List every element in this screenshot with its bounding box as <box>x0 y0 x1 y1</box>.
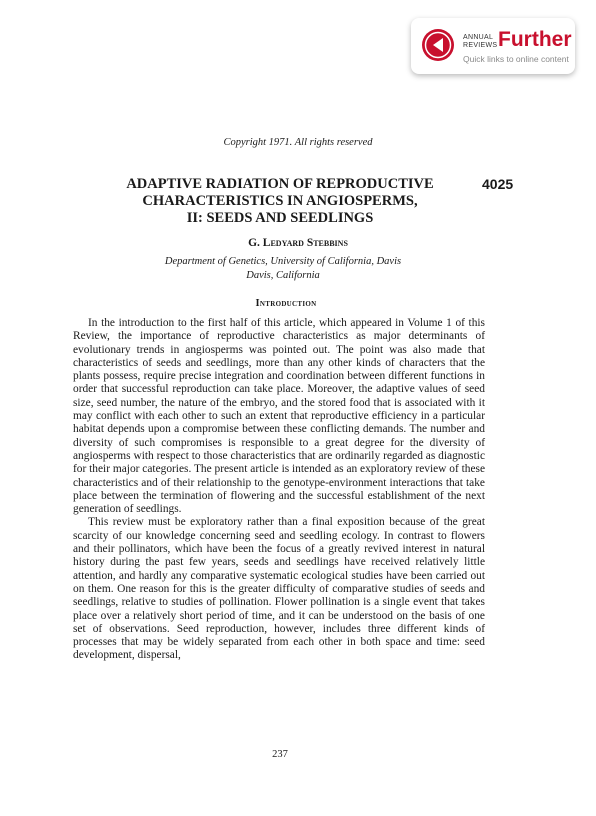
badge-reviews-text: REVIEWS <box>463 42 498 49</box>
badge-tagline: Quick links to online content <box>463 54 569 64</box>
affiliation-line-1: Department of Genetics, University of California, Davis <box>164 256 402 267</box>
play-back-circle-icon <box>421 28 455 62</box>
annual-reviews-further-badge[interactable] <box>411 18 575 74</box>
author-name: G. Ledyard Stebbins <box>248 237 348 249</box>
page-number: 237 <box>272 749 288 760</box>
copyright-notice: Copyright 1971. All rights reserved <box>223 137 373 148</box>
affiliation-line-2: Davis, California <box>246 269 320 281</box>
body-text <box>73 317 485 663</box>
title-line-1: ADAPTIVE RADIATION OF REPRODUCTIVE <box>126 176 434 192</box>
section-heading: Introduction <box>255 298 317 309</box>
title-line-3: II: SEEDS AND SEEDLINGS <box>186 210 374 226</box>
article-title <box>60 176 500 227</box>
article-serial-number: 4025 <box>482 176 514 192</box>
badge-annual-text: ANNUAL <box>463 34 494 41</box>
paragraph-1: In the introduction to the first half of this article, which appeared in Volume 1 of this Review, the importance of reproductive characteristics as major determinants of evolutionary trends in angiosperms was pointed out. The point was also made that characteristics of seeds and seedlings, more than any other kinds of characters that the plants possess, require precise integration and coordination between different functions in order that successful reproduction can take place. Moreover, the adaptive values of seed size, seed number, the nature of the embryo, and the stored food that is associated with it may conflict with each other to such an extent that reproductive efficiency in a particular habitat depends upon a compromise between these conflicting demands. The number and diversity of such compromises is responsible to a great degree for the diversity of angiosperms with respect to those characteristics that are ordinarily regarded as diagnostic for their major categories. The present article is intended as an exploratory review of these characteristics and of their relationship to the genotype-environment interactions that take place between the termination of flowering and the successful establishment of the next generation of seedlings. <box>73 317 485 516</box>
title-line-2: CHARACTERISTICS IN ANGIOSPERMS, <box>142 193 418 209</box>
author-affiliation <box>0 255 566 282</box>
badge-further-text: Further <box>498 28 572 51</box>
paragraph-2: This review must be exploratory rather than a final exposition because of the great scarcity of our knowledge concerning seed and seedling ecology. In contrast to flowers and their pollinators, which have been the focus of a greatly revived interest in natural history during the past few years, seeds and seedlings have received relatively little attention, and hardly any comparative systematic ecological studies have been carried out on them. One reason for this is the greater difficulty of comparative studies of seeds and seedlings, relative to studies of pollination. Flower pollination is a single event that takes place over a relatively short period of time, and it can be understood on the basis of one set of observations. Seed reproduction, however, includes three different kinds of processes that may be widely separated from each other in both space and time: seed development, dispersal, <box>73 516 485 662</box>
